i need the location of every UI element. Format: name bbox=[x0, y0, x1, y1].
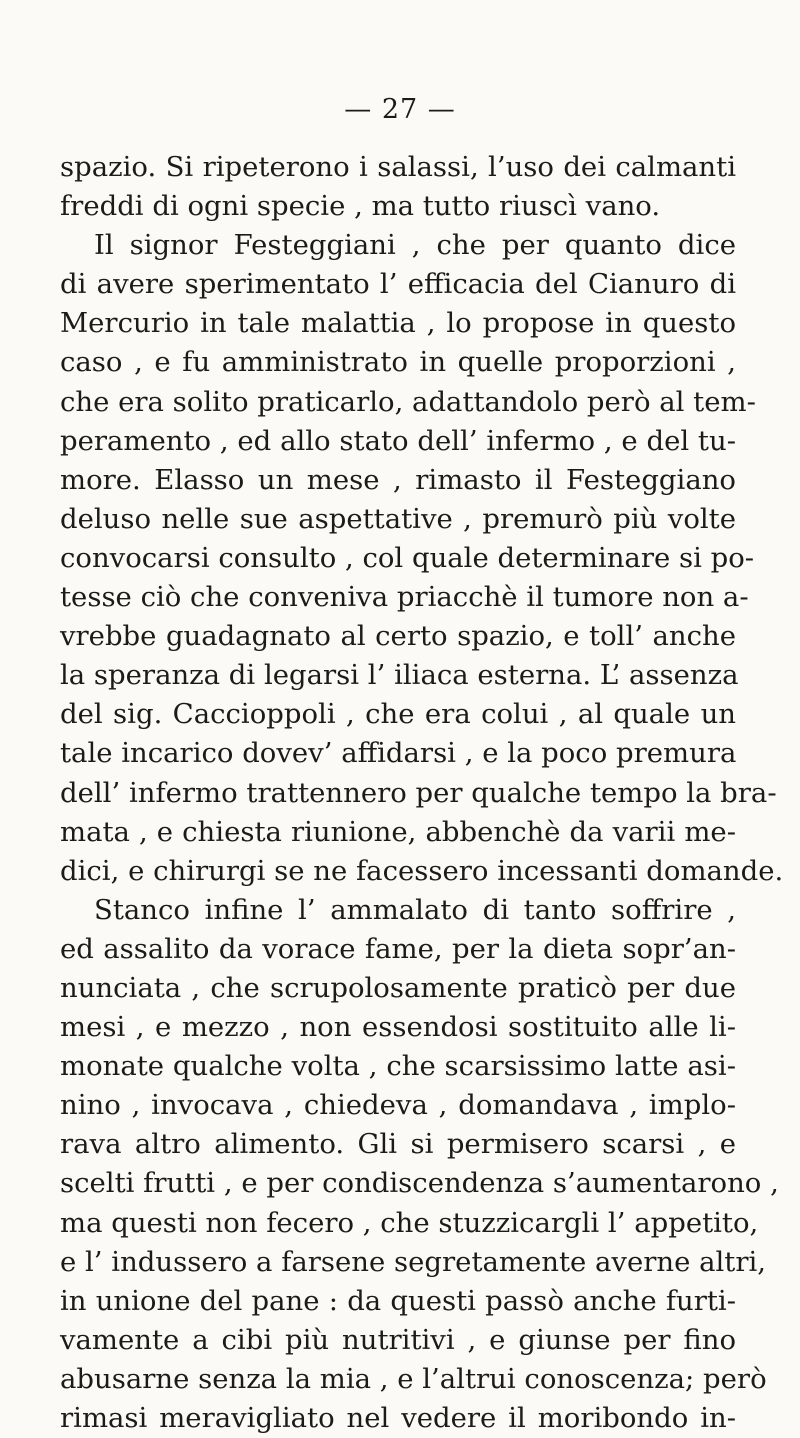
text-line: di avere sperimentato l’ efficacia del Cianuro di bbox=[60, 268, 736, 301]
text-line: dici, e chirurgi se ne facessero incessanti domande. bbox=[60, 854, 784, 887]
text-line: mesi , e mezzo , non essendosi sostituito alle li- bbox=[60, 1011, 736, 1044]
text-line: more. Elasso un mese , rimasto il Festeggiano bbox=[60, 463, 736, 496]
text-line: in unione del pane : da questi passò anche furti- bbox=[60, 1284, 736, 1317]
body-text bbox=[60, 148, 784, 1438]
text-line: spazio. Si ripeterono i salassi, l’uso dei calmanti bbox=[60, 151, 736, 183]
text-line: mata , e chiesta riunione, abbenchè da varii me- bbox=[60, 815, 736, 848]
text-line: nino , invocava , chiedeva , domandava , implo- bbox=[60, 1089, 736, 1122]
text-line: freddi di ogni specie , ma tutto riuscì vano. bbox=[60, 190, 661, 223]
text-line: rava altro alimento. Gli si permisero scarsi , e bbox=[60, 1128, 736, 1161]
text-line: vamente a cibi più nutritivi , e giunse per fino bbox=[60, 1323, 736, 1356]
text-line: rimasi meravigliato nel vedere il moribondo in- bbox=[60, 1402, 736, 1434]
text-line: tesse ciò che conveniva priacchè il tumore non a- bbox=[60, 581, 749, 614]
text-line: peramento , ed allo stato dell’ infermo , e del tu- bbox=[60, 424, 736, 457]
text-line: nunciata , che scrupolosamente praticò per due bbox=[60, 971, 736, 1004]
text-line: dell’ infermo trattennero per qualche tempo la bra- bbox=[60, 776, 777, 809]
text-line: caso , e fu amministrato in quelle proporzioni , bbox=[60, 346, 736, 379]
text-line: deluso nelle sue aspettative , premurò più volte bbox=[60, 502, 736, 535]
text-line: Il signor Festeggiani , che per quanto dice bbox=[94, 229, 736, 262]
text-line: tale incarico dovev’ affidarsi , e la poco premura bbox=[60, 737, 737, 770]
text-line: convocarsi consulto , col quale determinare si po- bbox=[60, 541, 755, 574]
text-line: scelti frutti , e per condiscendenza s’aumentarono , bbox=[60, 1167, 779, 1200]
text-line: ed assalito da vorace fame, per la dieta sopr’an- bbox=[60, 932, 736, 965]
page-number: — 27 — bbox=[344, 94, 456, 125]
text-line: Mercurio in tale malattia , lo propose in questo bbox=[60, 307, 736, 340]
text-line: vrebbe guadagnato al certo spazio, e toll’ anche bbox=[60, 620, 736, 653]
text-line: la speranza di legarsi l’ iliaca esterna. L’ assenza bbox=[60, 659, 739, 692]
text-line: monate qualche volta , che scarsissimo latte asi- bbox=[60, 1050, 736, 1083]
text-line: ma questi non fecero , che stuzzicargli l’ appetito, bbox=[60, 1206, 759, 1239]
text-line: abusarne senza la mia , e l’altrui conoscenza; però bbox=[60, 1362, 767, 1395]
text-line: che era solito praticarlo, adattandolo però al tem- bbox=[60, 385, 756, 418]
text-line: e l’ indussero a farsene segretamente averne altri, bbox=[60, 1245, 767, 1278]
text-line: Stanco infine l’ ammalato di tanto soffrire , bbox=[94, 893, 736, 926]
text-line: del sig. Caccioppoli , che era colui , al quale un bbox=[60, 698, 736, 731]
